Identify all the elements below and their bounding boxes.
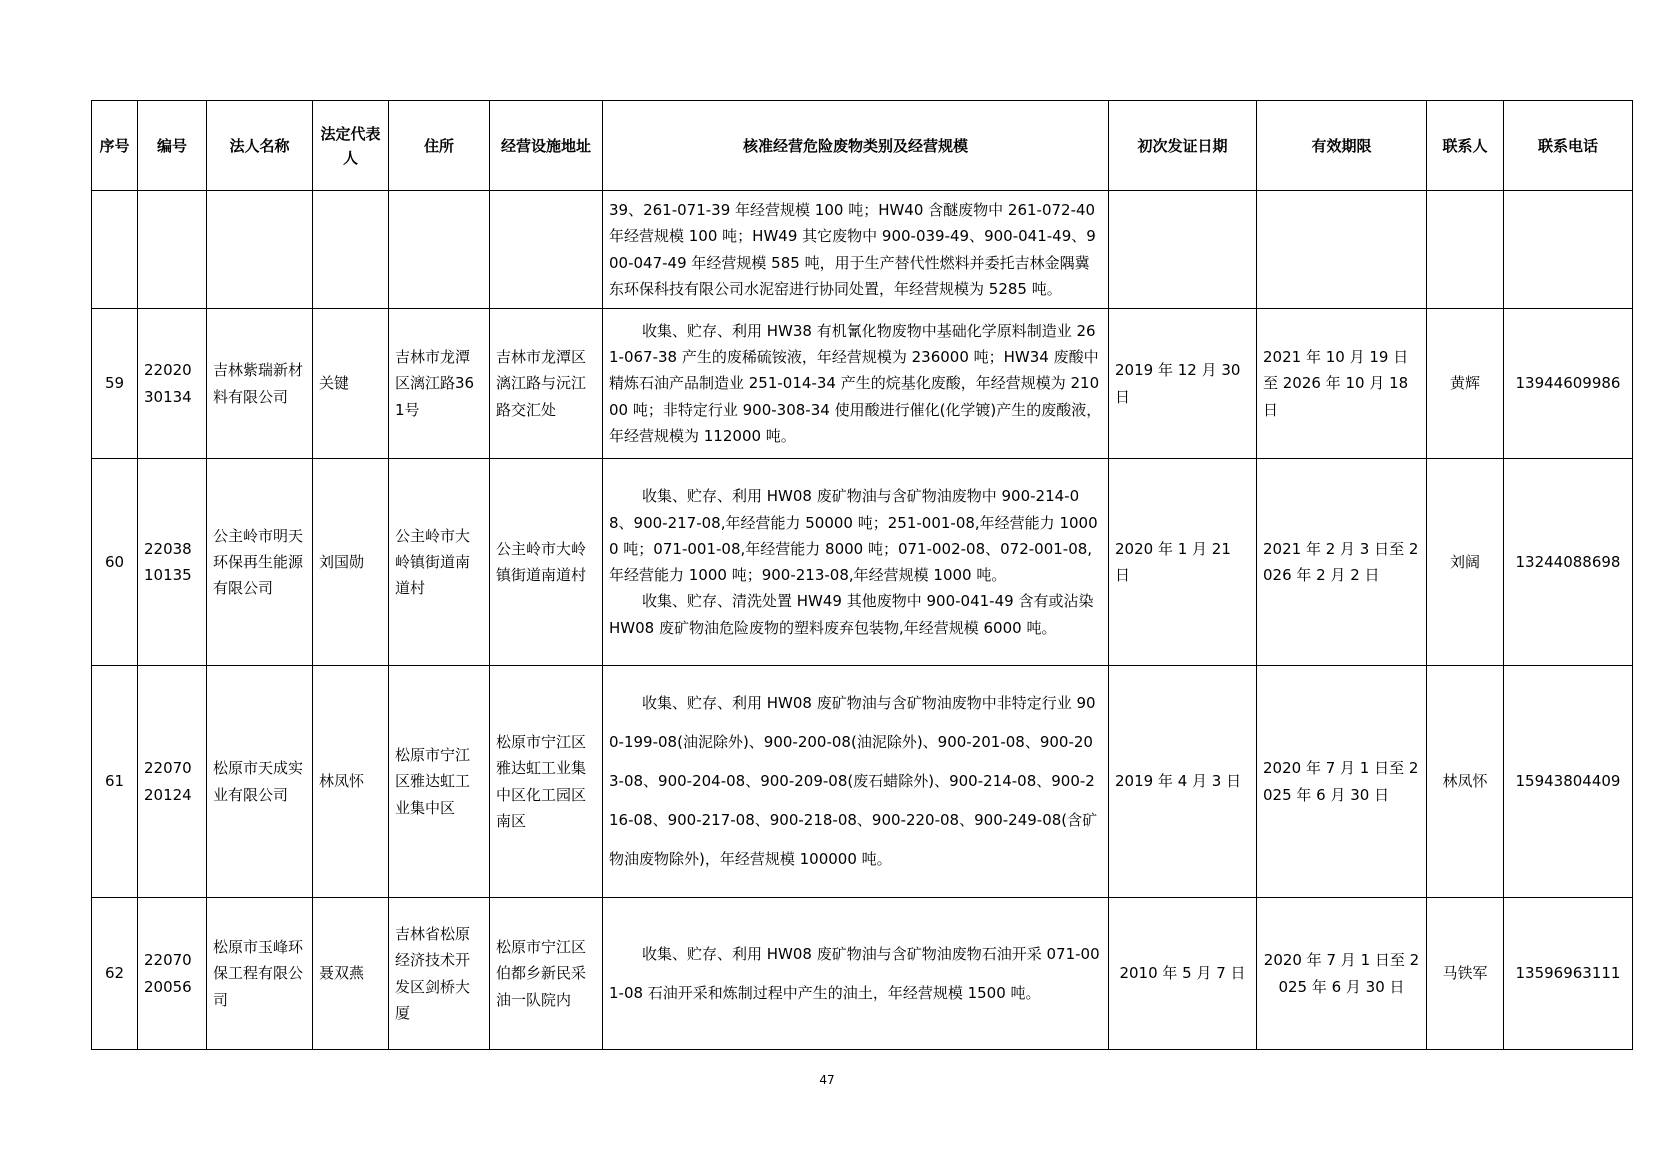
seq-cell: 62 xyxy=(92,898,138,1050)
scope-paragraph: 收集、贮存、利用 HW38 有机氰化物废物中基础化学原料制造业 261-067-38 产生的废稀硫铵液，年经营规模为 236000 吨；HW34 废酸中精炼石油产品制造业 251-014-34 产生的烷基化废酸，年经营规模为 21000 吨；非特定行业 900-308-34 使用酸进行催化(化学镀)产生的废酸液，年经营规模为 112000 吨。 xyxy=(609,321,1102,445)
code-cell: 2207020056 xyxy=(138,898,207,1050)
header-validity: 有效期限 xyxy=(1257,101,1427,191)
rep-cell: 林凤怀 xyxy=(313,666,389,898)
scope-cell xyxy=(603,666,1109,898)
scope-cell xyxy=(603,898,1109,1050)
validity-cell: 2021 年 2 月 3 日至 2026 年 2 月 2 日 xyxy=(1257,459,1427,666)
scope-paragraph: 收集、贮存、利用 HW08 废矿物油与含矿物油废物中非特定行业 900-199-08(油泥除外)、900-200-08(油泥除外)、900-201-08、900-203-08、900-204-08、900-209-08(废石蜡除外)、900-214-08、900-216-08、900-217-08、900-218-08、900-220-08、900-249-08(含矿物油废物除外)，年经营规模 100000 吨。 xyxy=(609,694,1098,868)
facility-cell: 公主岭市大岭镇街道南道村 xyxy=(490,459,603,666)
first-date-cell: 2019 年 4 月 3 日 xyxy=(1109,666,1257,898)
scope-paragraph: 收集、贮存、利用 HW08 废矿物油与含矿物油废物石油开采 071-001-08 石油开采和炼制过程中产生的油土，年经营规模 1500 吨。 xyxy=(609,944,1100,1002)
table-header-row xyxy=(92,101,1633,191)
page-number: 47 xyxy=(819,1073,835,1087)
rep-cell: 刘国勋 xyxy=(313,459,389,666)
phone-cell: 13244088698 xyxy=(1504,459,1633,666)
contact-cell: 马铁军 xyxy=(1427,898,1504,1050)
company-cell: 公主岭市明天环保再生能源有限公司 xyxy=(207,459,313,666)
table-row-continuation xyxy=(92,191,1633,309)
header-scope: 核准经营危险废物类别及经营规模 xyxy=(603,101,1109,191)
code-cell: 2203810135 xyxy=(138,459,207,666)
permit-table xyxy=(91,100,1633,1050)
address-cell: 吉林市龙潭区漓江路361号 xyxy=(389,309,490,459)
header-facility: 经营设施地址 xyxy=(490,101,603,191)
rep-cell: 关键 xyxy=(313,309,389,459)
header-first-date: 初次发证日期 xyxy=(1109,101,1257,191)
company-cell: 松原市玉峰环保工程有限公司 xyxy=(207,898,313,1050)
company-cell: 吉林紫瑞新材料有限公司 xyxy=(207,309,313,459)
company-cell: 松原市天成实业有限公司 xyxy=(207,666,313,898)
table-row xyxy=(92,666,1633,898)
contact-cell: 黄辉 xyxy=(1427,309,1504,459)
scope-paragraph: 39、261-071-39 年经营规模 100 吨；HW40 含醚废物中 261-072-40 年经营规模 100 吨；HW49 其它废物中 900-039-49、900-041-49、900-047-49 年经营规模 585 吨，用于生产替代性燃料并委托吉林金隅冀东环保科技有限公司水泥窑进行协同处置，年经营规模为 5285 吨。 xyxy=(609,201,1096,298)
address-cell: 吉林省松原经济技术开发区剑桥大厦 xyxy=(389,898,490,1050)
scope-cell xyxy=(603,309,1109,459)
table-row xyxy=(92,459,1633,666)
scope-paragraph: 收集、贮存、清洗处置 HW49 其他废物中 900-041-49 含有或沾染 HW08 废矿物油危险废物的塑料废弃包装物,年经营规模 6000 吨。 xyxy=(609,592,1094,637)
facility-cell: 松原市宁江区雅达虹工业集中区化工园区南区 xyxy=(490,666,603,898)
first-date-cell: 2020 年 1 月 21 日 xyxy=(1109,459,1257,666)
scope-paragraph: 收集、贮存、利用 HW08 废矿物油与含矿物油废物中 900-214-08、900-217-08,年经营能力 50000 吨；251-001-08,年经营能力 10000 吨；071-001-08,年经营能力 8000 吨；071-002-08、072-001-08,年经营能力 1000 吨；900-213-08,年经营规模 1000 吨。 xyxy=(609,487,1098,584)
rep-cell: 聂双燕 xyxy=(313,898,389,1050)
address-cell: 松原市宁江区雅达虹工业集中区 xyxy=(389,666,490,898)
validity-cell: 2021 年 10 月 19 日至 2026 年 10 月 18 日 xyxy=(1257,309,1427,459)
code-cell: 2202030134 xyxy=(138,309,207,459)
header-phone: 联系电话 xyxy=(1504,101,1633,191)
first-date-cell: 2019 年 12 月 30 日 xyxy=(1109,309,1257,459)
header-company: 法人名称 xyxy=(207,101,313,191)
scope-cell-continuation xyxy=(603,191,1109,309)
facility-cell: 吉林市龙潭区漓江路与沅江路交汇处 xyxy=(490,309,603,459)
contact-cell: 林凤怀 xyxy=(1427,666,1504,898)
header-contact: 联系人 xyxy=(1427,101,1504,191)
first-date-cell: 2010 年 5 月 7 日 xyxy=(1109,898,1257,1050)
header-address: 住所 xyxy=(389,101,490,191)
scope-cell xyxy=(603,459,1109,666)
header-rep: 法定代表人 xyxy=(313,101,389,191)
seq-cell: 59 xyxy=(92,309,138,459)
contact-cell: 刘阔 xyxy=(1427,459,1504,666)
phone-cell: 15943804409 xyxy=(1504,666,1633,898)
seq-cell: 61 xyxy=(92,666,138,898)
phone-cell: 13944609986 xyxy=(1504,309,1633,459)
table-row xyxy=(92,898,1633,1050)
header-seq: 序号 xyxy=(92,101,138,191)
phone-cell: 13596963111 xyxy=(1504,898,1633,1050)
facility-cell: 松原市宁江区伯都乡新民采油一队院内 xyxy=(490,898,603,1050)
code-cell: 2207020124 xyxy=(138,666,207,898)
header-code: 编号 xyxy=(138,101,207,191)
validity-cell: 2020 年 7 月 1 日至 2025 年 6 月 30 日 xyxy=(1257,666,1427,898)
seq-cell: 60 xyxy=(92,459,138,666)
address-cell: 公主岭市大岭镇街道南道村 xyxy=(389,459,490,666)
validity-cell: 2020 年 7 月 1 日至 2025 年 6 月 30 日 xyxy=(1257,898,1427,1050)
table-row xyxy=(92,309,1633,459)
